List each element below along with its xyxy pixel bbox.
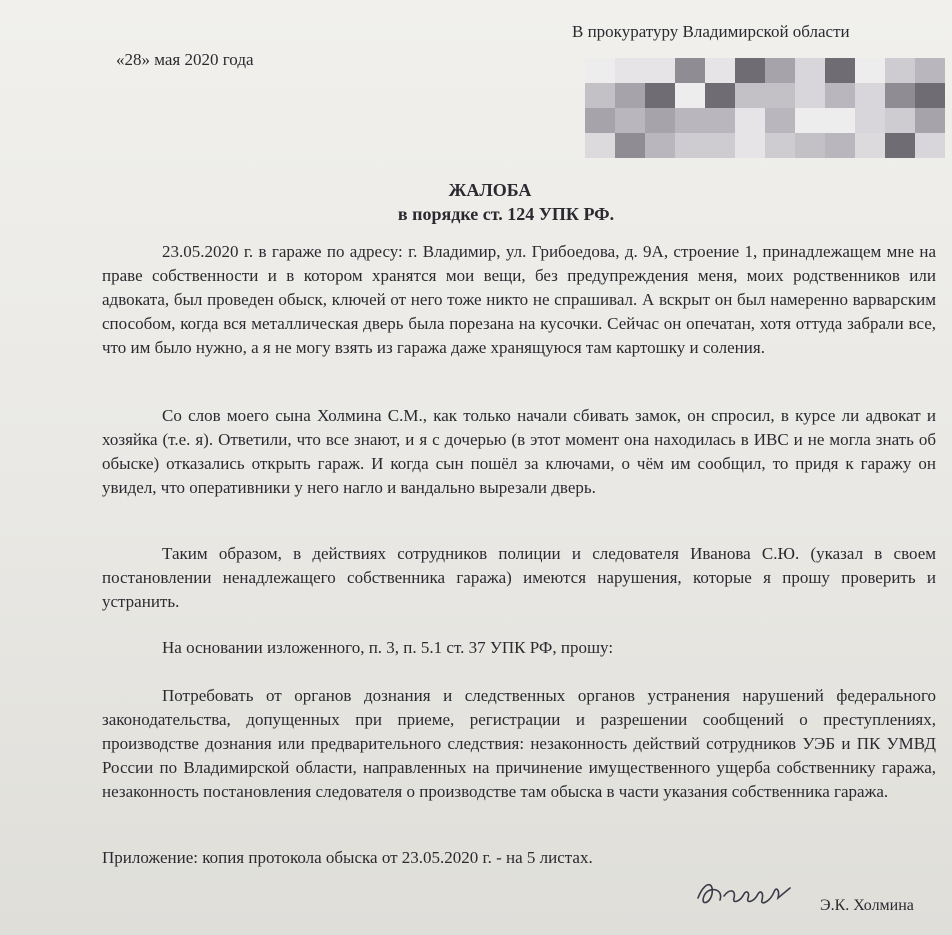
document-title	[0, 178, 952, 226]
document-date: «28» мая 2020 года	[116, 50, 254, 69]
paragraph-3: Таким образом, в действиях сотрудников полиции и следователя Иванова С.Ю. (указал в своем постановлении ненадлежащего собственника гаража) имеются нарушения, которые я прошу проверить и устранить.	[102, 544, 936, 611]
redacted-sender-block	[585, 58, 945, 158]
attachment-note: Приложение: копия протокола обыска от 23.05.2020 г. - на 5 листах.	[102, 848, 593, 867]
signer-name: Э.К. Холмина	[820, 897, 914, 914]
paragraph-4: На основании изложенного, п. 3, п. 5.1 ст. 37 УПК РФ, прошу:	[162, 638, 614, 657]
title-main: ЖАЛОБА	[448, 180, 532, 200]
title-sub: в порядке ст. 124 УПК РФ.	[397, 204, 615, 224]
handwritten-signature	[690, 868, 800, 918]
paragraph-1: 23.05.2020 г. в гараже по адресу: г. Владимир, ул. Грибоедова, д. 9А, строение 1, принадлежащем мне на праве собственности и в котором хранятся мои вещи, без предупреждения меня, моих родственников или адвоката, был проведен обыск, ключей от него тоже никто не спрашивал. А вскрыт он был намеренно варварским способом, когда вся металлическая дверь была порезана на кусочки. Сейчас он опечатан, хотя оттуда забрали все, что им было нужно, а я не могу взять из гаража даже хранящуюся там картошку и соления.	[102, 242, 936, 357]
paragraph-2: Со слов моего сына Холмина С.М., как только начали сбивать замок, он спросил, в курсе ли адвокат и хозяйка (т.е. я). Ответили, что все знают, и я с дочерью (в этот момент она находилась в ИВС и не могла знать об обыске) отказались открыть гараж. И когда сын пошёл за ключами, о чём им сообщил, то придя к гаражу он увидел, что оперативники у него нагло и вандально вырезали дверь.	[102, 406, 936, 497]
paragraph-5: Потребовать от органов дознания и следственных органов устранения нарушений федерального законодательства, допущенных при приеме, регистрации и разрешении сообщений о преступлениях, производстве дознания или предварительного следствия: незаконность действий сотрудников УЭБ и ПК УМВД России по Владимирской области, направленных на причинение имущественного ущерба собственнику гаража, незаконность постановления следователя о производстве там обыска в части указания собственника гаража.	[102, 686, 936, 801]
addressee: В прокуратуру Владимирской области	[572, 22, 850, 41]
